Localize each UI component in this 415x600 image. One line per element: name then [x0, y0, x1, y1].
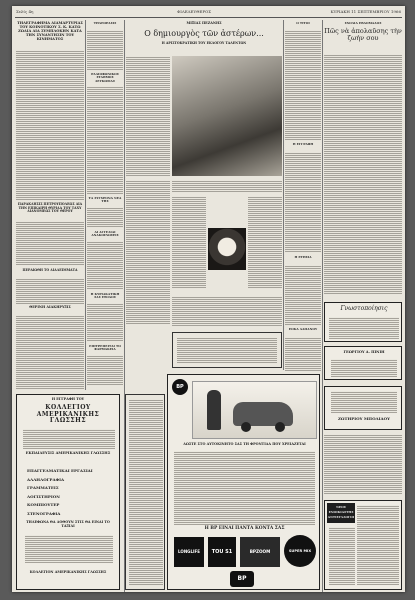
listing-text	[87, 86, 123, 194]
ad-text	[357, 505, 399, 585]
attendant-figure	[207, 390, 221, 430]
bp-logo-icon: BP	[172, 379, 188, 395]
article-text	[285, 265, 321, 325]
col2-head: ΡΑΔΙΟΦΩΝΙΚΟΣ ΣΤΑΘΜΟΣ ΛΕΥΚΩΣΙΑΣ	[91, 72, 119, 83]
col2-head: ΤΑ ΣΥΓΧΡΟΝΑ ΝΕΑ ΤΗΣ	[88, 196, 122, 204]
article-text	[16, 221, 84, 266]
course-item: ΓΡΑΜΜΑΤΕΙΣ	[27, 485, 59, 490]
doctor-ad	[324, 386, 402, 430]
feature-kicker: ΜΙΞΙΑΣ ΠΕΖΑΝΗΣ	[186, 21, 222, 25]
feature-text	[126, 56, 170, 176]
pharmacy-box	[125, 394, 165, 590]
paper-name: ΦΙΛΕΛΕΥΘΕΡΟΣ	[177, 9, 212, 14]
small-ad-badge: ΝΕΟΣ ΕΝΟΙΚΙΑΣΤΗΣ ΑΝΤΙΣΥΛΛΟΓΟΙ	[327, 503, 355, 523]
car-wheel	[275, 422, 285, 432]
bp-ad-tagline: Η BP ΕΙΝΑΙ ΠΑΝΤΑ ΚΟΝΤΑ ΣΑΣ	[204, 526, 285, 531]
model-photo	[172, 56, 282, 176]
right-title: Πῶς νὰ ἀπολαῦσης τὴν ζωήν σου	[324, 27, 402, 43]
bp-ad	[167, 374, 320, 590]
feature-text	[172, 196, 206, 288]
feature-title: Ο δημιουργὸς τῶν ἀστέρων...	[144, 29, 264, 38]
folio-rule	[15, 17, 402, 18]
col4-head: ΕΟΚΑ ΔΑΠΑΝΟΥ	[288, 327, 318, 331]
photo-caption	[172, 180, 282, 192]
actress-photo	[208, 228, 246, 270]
listing-text	[129, 399, 163, 585]
col2-head: ΕΠΙΤΡΕΠΕΙΤΑΙ ΤΟ ΦΑΡΜΑΚΕΙΑ	[89, 344, 121, 352]
classifieds-text	[324, 434, 402, 494]
feature-text	[126, 180, 170, 325]
longlife-product: LONGLIFE	[174, 537, 204, 567]
listing-text	[87, 207, 123, 227]
issue-date: ΚΥΡΙΑΚΗ 11 ΣΕΠΤΕΜΒΡΙΟΥ 1966	[330, 9, 401, 14]
feature-text	[172, 296, 282, 326]
lawyer-ad	[324, 346, 402, 380]
column-rule	[322, 20, 323, 592]
course-item: ΣΤΕΝΟΓΡΑΦΙΑ	[27, 510, 61, 516]
small-ad	[324, 500, 402, 590]
col4-head: Ο ΤΙΤΟΙ	[296, 21, 310, 25]
col1-subhead: ΠΕΡΑΙΩΘΗ ΤΟ ΔΙΑΛΕΙΜΜΑΤΑ	[22, 268, 78, 272]
ad-text	[25, 535, 113, 563]
col4-head: Η ΕΓΓΡΑΦΗ	[292, 142, 314, 146]
bp-ad-headline: ΔΩΣΤΕ ΣΤΟ ΑΥΤΟΚΙΝΗΤΟ ΣΑΣ ΤΗ ΦΡΟΝΤΙΔΑ ΠΟΥ ΧΡΕΙΑΖΕΤΑΙ	[183, 442, 306, 446]
college-ad-title: ΚΟΛΛΕΓΙΟΥ ΑΜΕΡΙΚΑΝΙΚΗΣ ΓΛΩΣΣΗΣ	[36, 404, 100, 425]
supermix-product: SUPER MIX	[284, 535, 316, 567]
col1-subhead: ΠΑΡΑΚΛΗΣΙΣ ΠΕΤΡΟΥΠΟΛΕΩΣ ΔΙΑ ΤΗΝ ΕΠΙΚΑΙΡΗ ΘΥΡΙΔΑ ΤΟΥ ΤΑΧΥ ΔΙΑΝΟΜΕΩΣ ΤΟΥ ΘΕΡΟΥ	[17, 202, 83, 214]
course-item: ΚΟΜΠΙΟΥΤΕΡ	[27, 502, 60, 507]
listing-text	[87, 355, 123, 385]
course-list	[27, 467, 117, 518]
car-wheel	[241, 422, 251, 432]
col1-subhead: ΘΕΡΙΝΗ ΔΙΑΚΗΡΥΞΙΣ	[29, 305, 71, 309]
col2-head: ΤΗΛΕΟΡΑΣΙΣ	[93, 21, 117, 25]
article-text	[16, 50, 84, 200]
article-text	[285, 152, 321, 252]
article-text	[285, 30, 321, 140]
tou-product: TOU S1	[208, 537, 236, 567]
course-item: ΑΛΛΗΛΟΓΡΑΦΙΑ	[27, 476, 65, 482]
ad-text	[329, 527, 355, 585]
notice-ad-title: Γνωστοποίησις	[340, 305, 388, 312]
gas-station-illustration	[192, 381, 317, 439]
col4-head: Η ΕΤΗΣΙΑ	[294, 255, 312, 259]
notice-box	[172, 332, 282, 368]
course-item: ΛΟΓΙΣΤΗΡΙΟΝ	[27, 493, 60, 499]
bp-ad-text	[174, 451, 315, 525]
ad-text	[331, 359, 397, 377]
lawyer-ad-title: ΓΕΩΡΓΙΟΥ Α. ΠΙΝΙΗ	[343, 350, 385, 354]
ad-text	[23, 429, 115, 449]
bp-brand-mark: BP	[230, 571, 254, 587]
ad-text	[329, 317, 399, 339]
col2-head: Η ΚΥΡΙΑΚΑΤΙΚΗ ΣΑΣ ΕΞΟΔΟΣ	[90, 292, 120, 300]
article-text	[16, 315, 84, 390]
column-rule	[283, 20, 284, 370]
feature-subtitle: Η ΑΡΙΣΤΟΚΡΑΤΙΚΗ ΤΟΥ ΕΚΛΟΓΟΥ ΤΑΛΕΝΤΩΝ	[161, 41, 247, 45]
right-kicker: ΣΧΟΛΙΑ ΕΒΔΟΜΑΔΟΣ	[344, 21, 382, 25]
doctor-ad-title: ΖΩΤΗΡΙΟΥ ΜΠΟΛΙΑΟΥ	[338, 416, 390, 421]
college-ad-section: ΕΚΠΑΙΔΕΥΣΙΣ ΑΜΕΡΙΚΑΝΙΚΗΣ ΓΛΩΣΣΗΣ	[25, 451, 111, 455]
article-text	[16, 278, 84, 304]
course-item: ΕΠΑΓΓΕΛΜΑΤΙΚΑΙ ΕΡΓΑΣΙΑΙ	[27, 468, 93, 473]
feature-text	[248, 196, 282, 288]
bpzoom-product: BPZOOM	[240, 537, 280, 567]
newspaper-page	[12, 6, 405, 592]
college-ad-top: Η ΕΓΓΡΑΦΗ ΤΟΥ	[51, 397, 85, 401]
listing-text	[87, 241, 123, 289]
col2-head: ΑΙ ΑΓΓΕΛΙΑΙ ΑΝΑΚΟΙΝΩΣΕΙΣ	[91, 230, 119, 238]
page-number: Σελίς 4η	[16, 9, 34, 14]
listing-text	[87, 303, 123, 341]
notice-text	[177, 337, 277, 363]
college-ad-footer: ΚΟΛΛΕΓΙΟΝ ΑΜΕΡΙΚΑΝΙΚΗΣ ΓΛΩΣΣΗΣ	[29, 570, 107, 574]
college-ad-note: ΤΗΛΕΦΩΝΑ ΘΑ ΔΟΘΟΥΝ ΣΤΙΣ ΘΑ ΕΙΝΑΙ ΤΟ ΤΑΞΙΔΙ	[26, 520, 110, 528]
notice-ad	[324, 302, 402, 342]
ad-text	[331, 391, 397, 413]
col1-headline: ΤΗΛΕΓΡΑΦΗΜΑ ΔΙΑΜΑΡΤΥΡΙΑΣ ΤΟΥ ΚΟΙΝΟΤΙΚΟΥ Σ. Κ. ΚΑΤΩ ΖΩΔΙΑ ΔΙΑ ΣΥΜΠΛΟΚΗΝ ΚΑΤΑ ΤΗΝ ΣΥΝΑΝΤΗΣΙΝ ΤΟΥ ΚΙΝΗΜΑΤΟΣ	[17, 21, 83, 41]
listing-text	[87, 30, 123, 70]
article-text	[324, 54, 402, 294]
column-rule	[85, 20, 86, 390]
article-text	[285, 337, 321, 371]
college-ad	[16, 394, 120, 590]
page-folio	[12, 6, 405, 16]
